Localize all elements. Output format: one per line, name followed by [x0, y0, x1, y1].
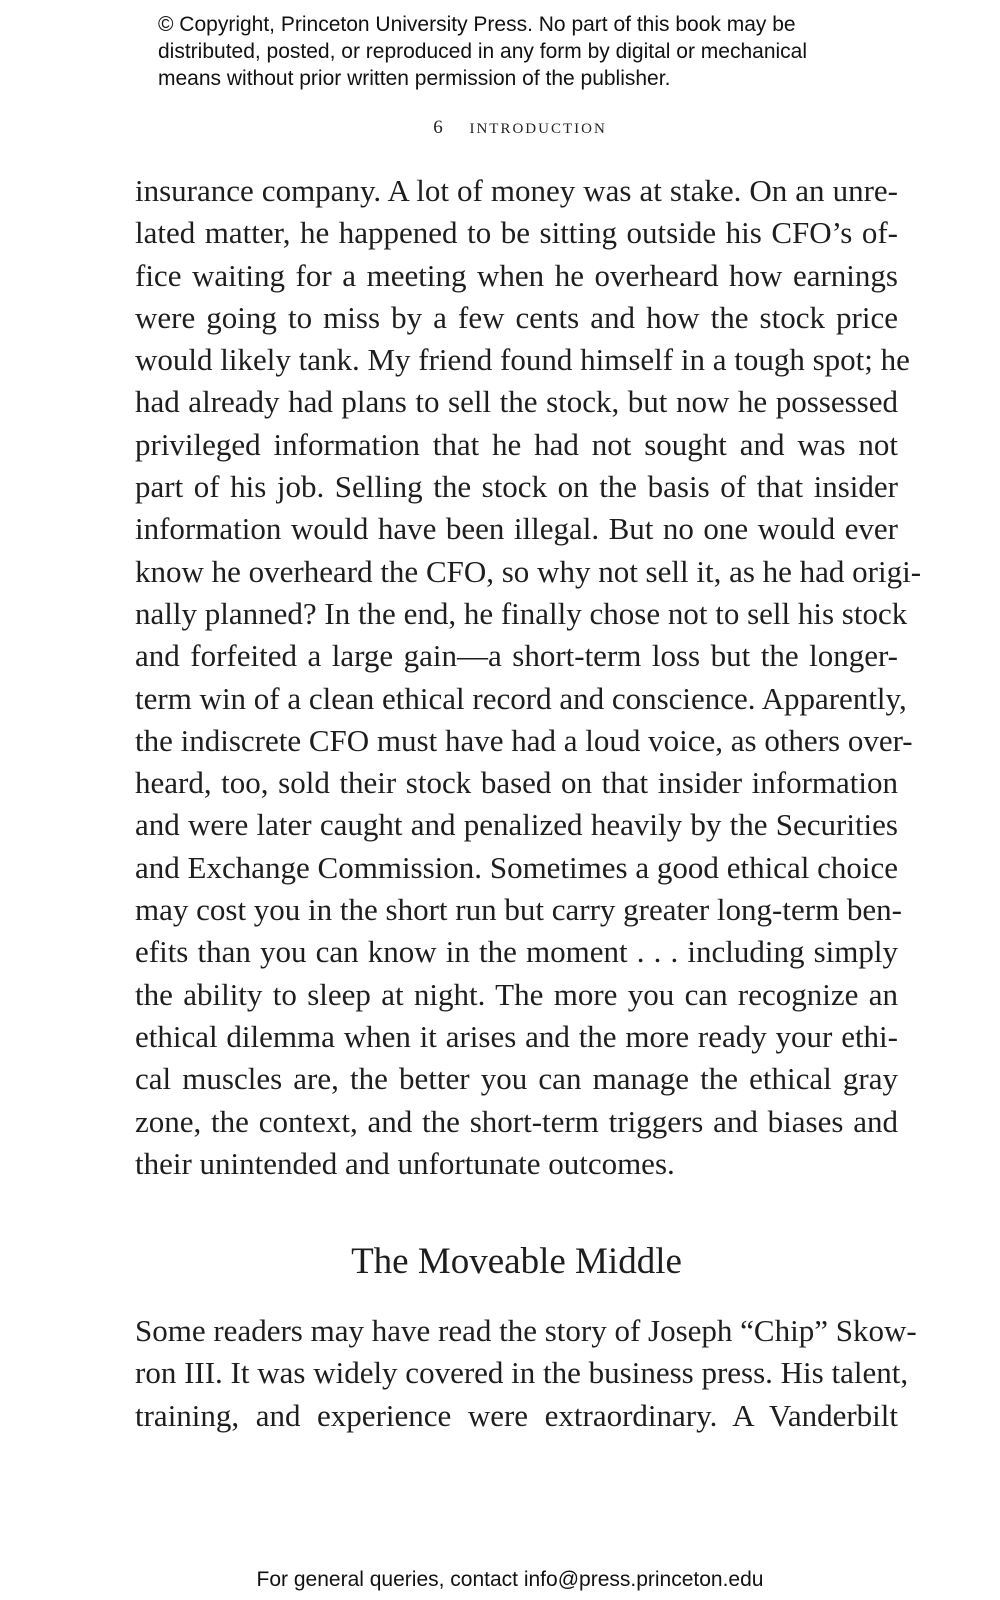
copyright-line: means without prior written permission of the publisher.: [158, 67, 671, 90]
text-line: the ability to sleep at night. The more you can recognize an: [135, 976, 898, 1012]
text-line: information would have been illegal. But no one would ever: [135, 511, 898, 547]
text-line: heard, too, sold their stock based on that insider information: [135, 765, 898, 801]
copyright-line: © Copyright, Princeton University Press. No part of this book may be: [158, 13, 796, 36]
text-line: would likely tank. My friend found himself in a tough spot; he: [135, 342, 910, 378]
text-line: training, and experience were extraordinary. A Vanderbilt: [135, 1397, 898, 1433]
text-line: term win of a clean ethical record and conscience. Apparently,: [135, 680, 907, 716]
copyright-line: distributed, posted, or reproduced in any form by digital or mechanical: [158, 40, 808, 63]
text-line: had already had plans to sell the stock, but now he possessed: [135, 384, 898, 420]
text-line: insurance company. A lot of money was at stake. On an unre-: [135, 173, 898, 208]
footer-contact: For general queries, contact info@press.princeton.edu: [256, 1568, 764, 1591]
text-line: and Exchange Commission. Sometimes a good ethical choice: [135, 849, 898, 885]
text-line: and were later caught and penalized heavily by the Securities: [135, 807, 898, 843]
section-heading: The Moveable Middle: [351, 1241, 682, 1282]
text-line: zone, the context, and the short-term triggers and biases and: [135, 1103, 898, 1139]
body-paragraph: [135, 170, 922, 1185]
copyright-notice: [158, 11, 878, 92]
text-line: the indiscrete CFO must have had a loud voice, as others over-: [135, 722, 913, 758]
text-line: were going to miss by a few cents and how the stock price: [135, 299, 898, 335]
text-line: ron III. It was widely covered in the business press. His talent,: [135, 1355, 909, 1391]
text-line: ethical dilemma when it arises and the more ready your ethi-: [135, 1018, 898, 1054]
text-line: may cost you in the short run but carry greater long-term ben-: [135, 892, 903, 928]
text-line: lated matter, he happened to be sitting outside his CFO’s of-: [135, 215, 898, 251]
running-head: [0, 114, 1000, 139]
text-line: fice waiting for a meeting when he overheard how earnings: [135, 257, 898, 293]
text-line: privileged information that he had not sought and was not: [135, 426, 898, 462]
page-number: 6: [433, 117, 445, 138]
text-line: know he overheard the CFO, so why not sell it, as he had origi-: [135, 553, 922, 589]
running-head-title: introduction: [469, 114, 607, 138]
text-line: efits than you can know in the moment . . . including simply: [135, 934, 898, 970]
text-line: cal muscles are, the better you can manage the ethical gray: [135, 1061, 898, 1097]
text-line: and forfeited a large gain—a short-term loss but the longer-: [135, 638, 898, 674]
text-line: Some readers may have read the story of Joseph “Chip” Skow-: [135, 1313, 917, 1348]
text-line: nally planned? In the end, he finally chose not to sell his stock: [135, 595, 908, 631]
text-line: their unintended and unfortunate outcomes.: [135, 1145, 675, 1181]
text-line: part of his job. Selling the stock on the basis of that insider: [135, 469, 898, 505]
body-paragraph: [135, 1310, 917, 1437]
